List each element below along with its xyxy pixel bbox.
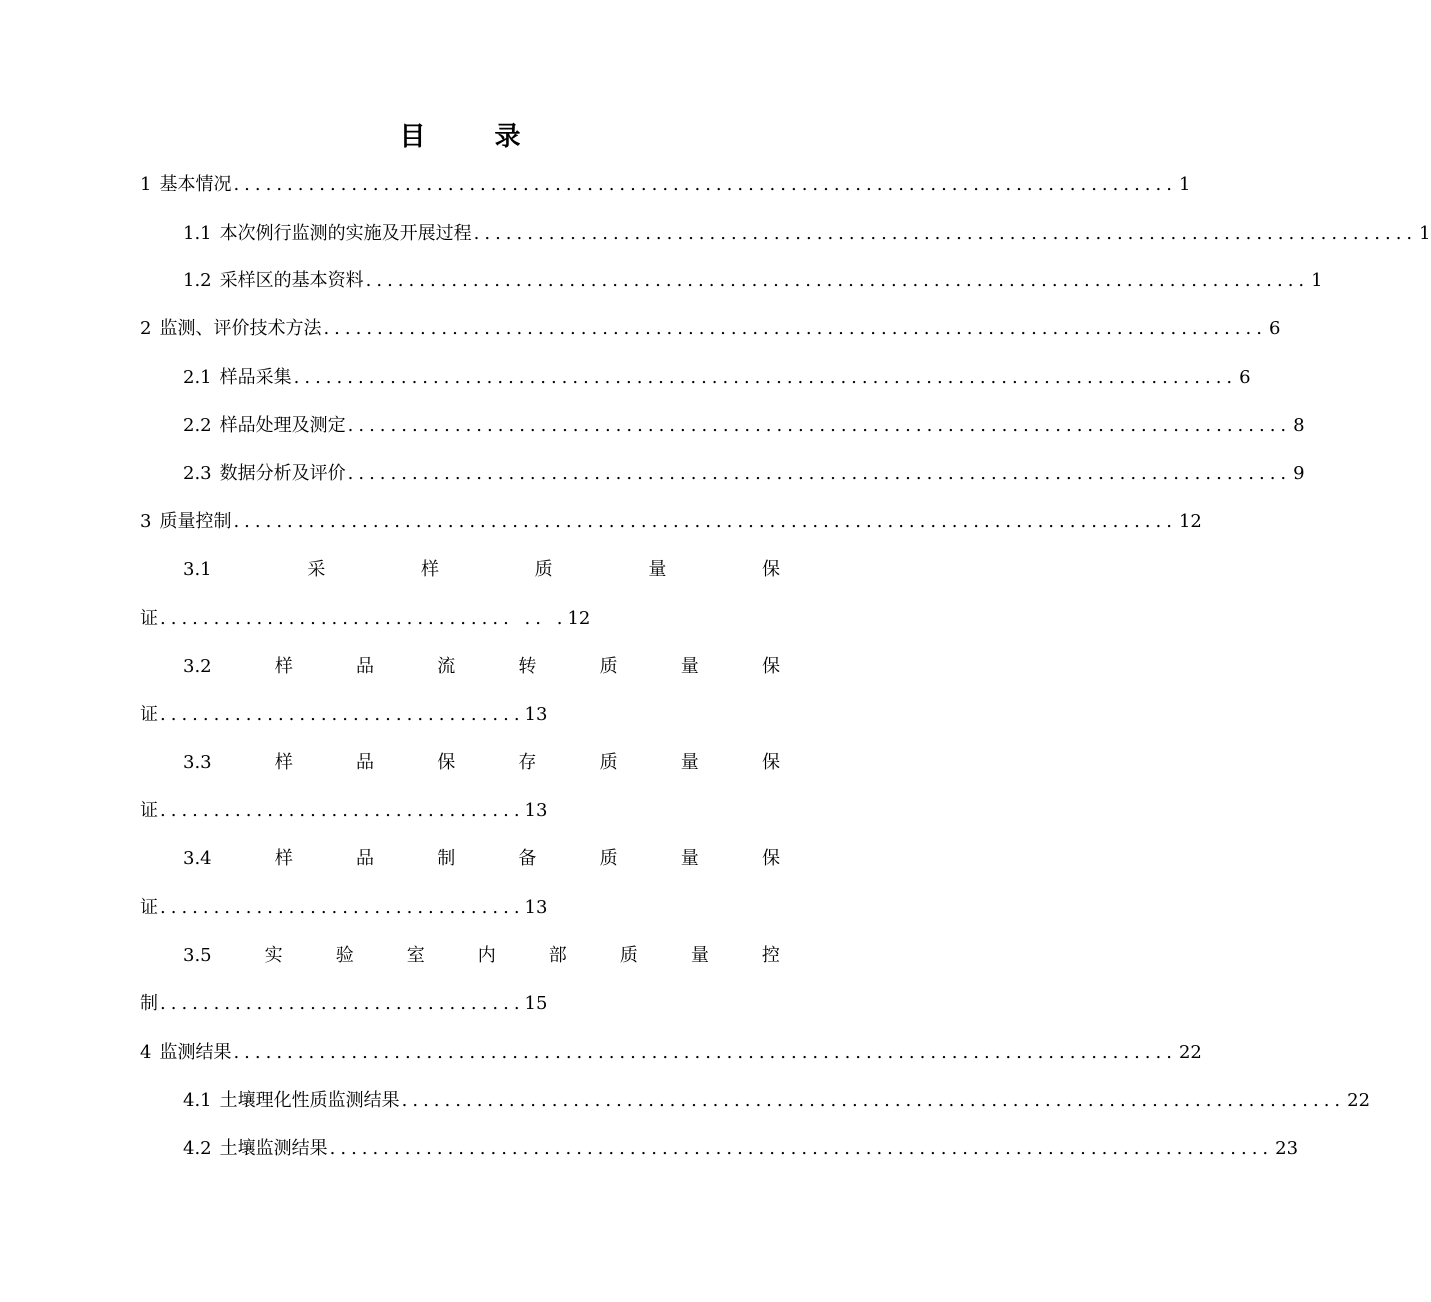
leader-dots: ........................................................................................ [347,415,1292,436]
toc-entry-char: 控 [761,945,780,966]
toc-entry-title: 本次例行监测的实施及开展过程 [219,223,472,244]
toc-entry-3[interactable] [140,507,1202,537]
toc-entry-char: 样 [420,559,439,580]
toc-entry-4-1[interactable] [183,1086,1371,1116]
toc-entry-1-1[interactable] [183,219,1431,249]
toc-page-number: 12 [567,608,591,629]
toc-entry-title: 土壤理化性质监测结果 [219,1090,400,1111]
toc-entry-2-2[interactable] [183,411,1305,441]
toc-entry-char: 采 [307,559,326,580]
toc-entry-3-3-continuation[interactable] [140,796,547,826]
leader-dots: ................................. .. . [160,608,568,629]
toc-entry-number: 3.5 [183,945,212,966]
toc-entry-char: 品 [356,752,375,773]
toc-entry-char: 量 [680,752,699,773]
toc-entry-char: 内 [477,945,496,966]
toc-entry-char: 实 [264,945,283,966]
toc-page-number: 13 [524,897,548,918]
toc-entry-title: 数据分析及评价 [219,463,346,484]
toc-entry-char: 质 [599,752,618,773]
toc-entry-char: 保 [761,752,780,773]
leader-dots: ........................................................................................ [365,270,1310,291]
toc-entry-3-2[interactable] [183,652,780,682]
toc-entry-2-3[interactable] [183,459,1305,489]
toc-entry-2-1[interactable] [183,363,1251,393]
leader-dots: ........................................................................................ [329,1138,1274,1159]
toc-page-number: 22 [1178,1042,1202,1063]
leader-dots: .................................. [160,800,525,821]
toc-entry-3-4[interactable] [183,844,780,874]
toc-entry-title: 样品处理及测定 [219,415,346,436]
toc-page-number: 23 [1275,1138,1299,1159]
toc-entry-number: 2.2 [183,415,212,436]
toc-entry-char: 保 [761,656,780,677]
leader-dots: .................................. [160,897,525,918]
toc-entry-number: 4 [140,1042,152,1063]
toc-entry-title: 采样区的基本资料 [219,270,364,291]
leader-dots: ........................................................................................ [233,174,1177,195]
toc-entry-char: 制 [140,993,158,1014]
toc-entry-3-2-continuation[interactable] [140,700,547,730]
toc-entry-number: 2.1 [183,367,212,388]
toc-page-number: 1 [1178,174,1191,195]
toc-entry-char: 证 [140,800,158,821]
toc-entry-char: 量 [690,945,709,966]
toc-entry-char: 保 [761,848,780,869]
toc-page-number: 9 [1293,463,1305,484]
toc-entry-number: 1.1 [183,223,212,244]
toc-entry-char: 样 [274,752,293,773]
toc-title: 目 录 [399,122,551,152]
toc-entry-char: 部 [548,945,567,966]
leader-dots: ........................................................................................ [233,511,1177,532]
toc-entry-char: 证 [140,897,158,918]
toc-entry-3-5-continuation[interactable] [140,989,547,1019]
leader-dots: .................................. [160,704,525,725]
toc-entry-number: 3.2 [183,656,212,677]
toc-entry-title: 样品采集 [219,367,292,388]
toc-entry-number: 3.1 [183,559,212,580]
toc-page-number: 12 [1178,511,1202,532]
toc-entry-3-3[interactable] [183,748,780,778]
toc-entry-number: 4.1 [183,1090,212,1111]
toc-entry-char: 质 [599,656,618,677]
toc-entry-char: 样 [274,848,293,869]
leader-dots: ........................................................................................ [401,1090,1346,1111]
leader-dots: ........................................................................................ [233,1042,1177,1063]
toc-entry-number: 2 [140,318,152,339]
toc-entry-2[interactable] [140,314,1281,344]
toc-entry-char: 样 [274,656,293,677]
toc-entry-char: 存 [518,752,537,773]
toc-page-number: 15 [524,993,548,1014]
toc-entry-title: 监测结果 [159,1042,232,1063]
toc-page-number: 6 [1268,318,1281,339]
toc-page-number: 1 [1419,223,1431,244]
leader-dots: ........................................................................................ [323,318,1267,339]
toc-entry-3-4-continuation[interactable] [140,893,547,923]
toc-entry-char: 质 [534,559,553,580]
toc-entry-char: 室 [406,945,425,966]
toc-entry-char: 证 [140,704,158,725]
toc-entry-title: 基本情况 [159,174,232,195]
toc-entry-number: 4.2 [183,1138,212,1159]
toc-entry-4-2[interactable] [183,1134,1299,1164]
toc-entry-char: 品 [356,848,375,869]
leader-dots: ........................................................................................ [293,367,1238,388]
toc-entry-1[interactable] [140,170,1191,200]
toc-entry-char: 品 [356,656,375,677]
toc-entry-char: 保 [437,752,456,773]
toc-entry-number: 2.3 [183,463,212,484]
toc-page-number: 13 [524,704,548,725]
toc-page-number: 8 [1293,415,1305,436]
toc-entry-char: 质 [599,848,618,869]
toc-entry-char: 量 [680,848,699,869]
toc-page-number: 22 [1347,1090,1371,1111]
toc-entry-number: 1.2 [183,270,212,291]
toc-entry-char: 验 [335,945,354,966]
toc-entry-char: 流 [437,656,456,677]
leader-dots: ........................................................................................ [347,463,1292,484]
toc-entry-number: 3.4 [183,848,212,869]
toc-entry-char: 证 [140,608,158,629]
toc-entry-title: 质量控制 [159,511,232,532]
toc-page-number: 1 [1311,270,1323,291]
toc-entry-3-5[interactable] [183,941,780,971]
toc-entry-number: 3 [140,511,152,532]
toc-entry-char: 保 [762,559,780,580]
toc-entry-char: 量 [680,656,699,677]
leader-dots: ........................................................................................ [473,223,1418,244]
toc-entry-number: 1 [140,174,152,195]
toc-entry-3-1-continuation[interactable] [140,604,590,634]
toc-page-number: 13 [524,800,548,821]
toc-entry-title: 土壤监测结果 [219,1138,328,1159]
toc-entry-char: 备 [518,848,537,869]
toc-entry-4[interactable] [140,1038,1202,1068]
toc-entry-char: 转 [518,656,537,677]
leader-dots: .................................. [160,993,525,1014]
toc-entry-char: 量 [648,559,667,580]
toc-entry-3-1[interactable] [183,555,780,585]
toc-entry-title: 监测、评价技术方法 [159,318,322,339]
toc-entry-char: 制 [437,848,456,869]
toc-entry-number: 3.3 [183,752,212,773]
toc-page-number: 6 [1239,367,1251,388]
toc-entry-char: 质 [619,945,638,966]
toc-entry-1-2[interactable] [183,266,1323,296]
